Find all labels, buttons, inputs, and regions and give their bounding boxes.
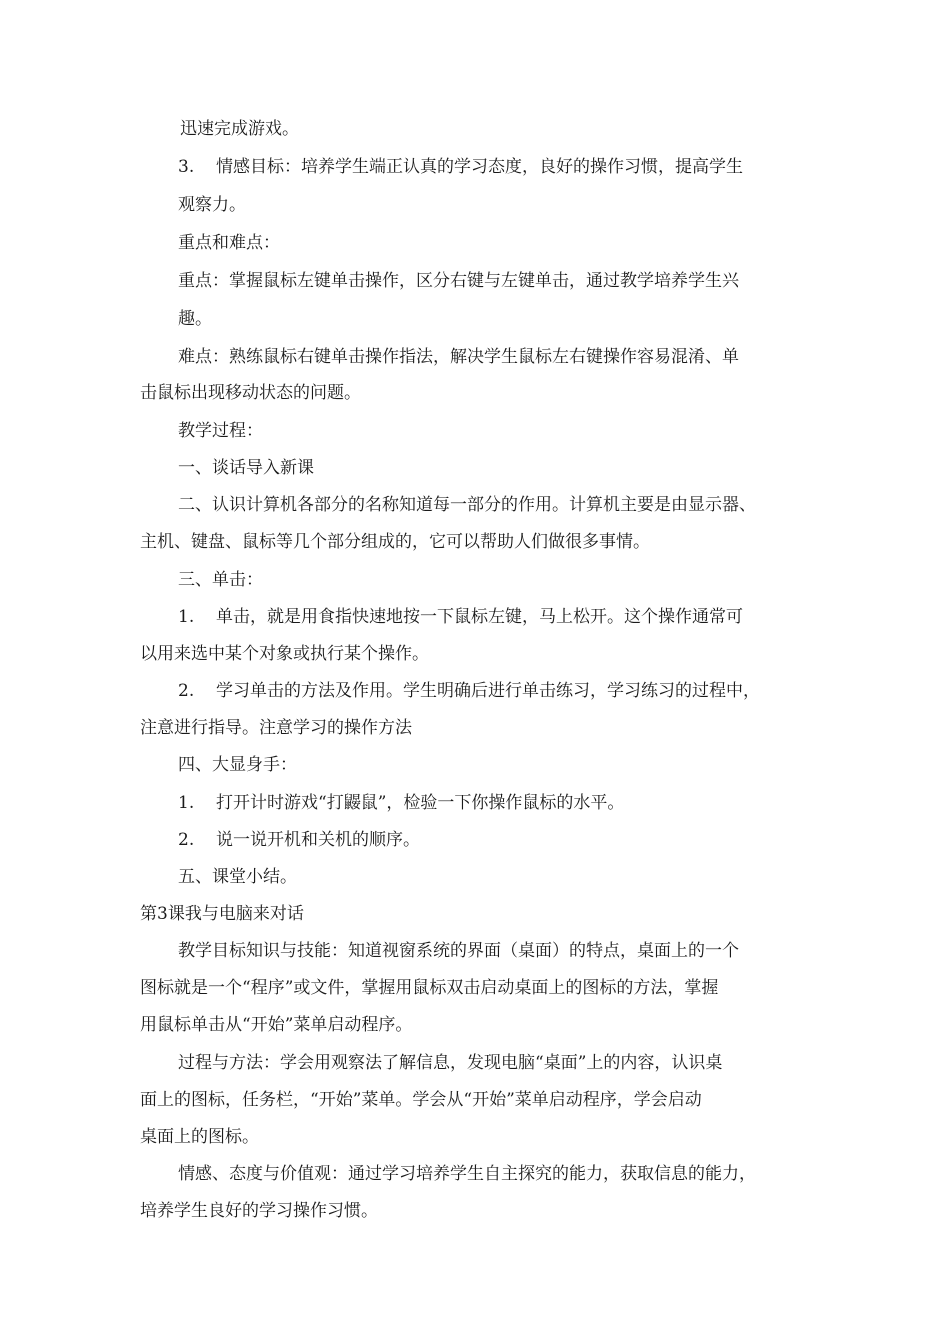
text-line: 难点：熟练鼠标右键单击操作指法，解决学生鼠标左右键操作容易混淆、单: [178, 347, 739, 367]
list-item: 1. 打开计时游戏“打鼹鼠”，检验一下你操作鼠标的水平。: [178, 793, 625, 813]
text-line: 教学目标知识与技能：知道视窗系统的界面（桌面）的特点，桌面上的一个: [178, 941, 739, 961]
lesson-title: 第3课我与电脑来对话: [140, 904, 304, 924]
text-line: 重点：掌握鼠标左键单击操作，区分右键与左键单击，通过教学培养学生兴: [178, 271, 739, 291]
text-line: 培养学生良好的学习操作习惯。: [140, 1201, 378, 1221]
text-line: 注意进行指导。注意学习的操作方法: [140, 718, 412, 738]
text-line: 趣。: [178, 309, 212, 329]
text-line: 用鼠标单击从“开始”菜单启动程序。: [140, 1015, 413, 1035]
list-item: 2. 说一说开机和关机的顺序。: [178, 830, 420, 850]
item-number: 1.: [178, 793, 195, 813]
text-line: 二、认识计算机各部分的名称知道每一部分的作用。计算机主要是由显示器、: [178, 495, 756, 515]
text-line: 过程与方法：学会用观察法了解信息，发现电脑“桌面”上的内容，认识桌: [178, 1053, 723, 1073]
section-heading: 四、大显身手：: [178, 755, 297, 775]
text-line: 桌面上的图标。: [140, 1127, 259, 1147]
text-line: 迅速完成游戏。: [180, 119, 299, 139]
text-line: 主机、键盘、鼠标等几个部分组成的，它可以帮助人们做很多事情。: [140, 532, 650, 552]
list-item: 1. 单击，就是用食指快速地按一下鼠标左键，马上松开。这个操作通常可: [178, 607, 743, 627]
item-number: 1.: [178, 607, 195, 627]
text-line: 面上的图标，任务栏，“开始”菜单。学会从“开始”菜单启动程序，学会启动: [140, 1090, 702, 1110]
section-heading: 一、谈话导入新课: [178, 458, 314, 478]
section-heading: 五、课堂小结。: [178, 867, 297, 887]
section-heading: 教学过程：: [178, 421, 263, 441]
item-number: 2.: [178, 681, 195, 701]
text-line: 图标就是一个“程序”或文件，掌握用鼠标双击启动桌面上的图标的方法，掌握: [140, 978, 719, 998]
item-number: 3.: [178, 157, 195, 177]
section-heading: 三、单击：: [178, 570, 263, 590]
list-item: 2. 学习单击的方法及作用。学生明确后进行单击练习，学习练习的过程中，: [178, 681, 760, 701]
text-line: 以用来选中某个对象或执行某个操作。: [140, 644, 429, 664]
list-item: 3. 情感目标：培养学生端正认真的学习态度，良好的操作习惯，提高学生: [178, 157, 743, 177]
section-heading: 重点和难点：: [178, 233, 280, 253]
text-line: 情感、态度与价值观：通过学习培养学生自主探究的能力，获取信息的能力，: [178, 1164, 756, 1184]
item-number: 2.: [178, 830, 195, 850]
text-line: 击鼠标出现移动状态的问题。: [140, 383, 361, 403]
text-line: 观察力。: [178, 195, 246, 215]
